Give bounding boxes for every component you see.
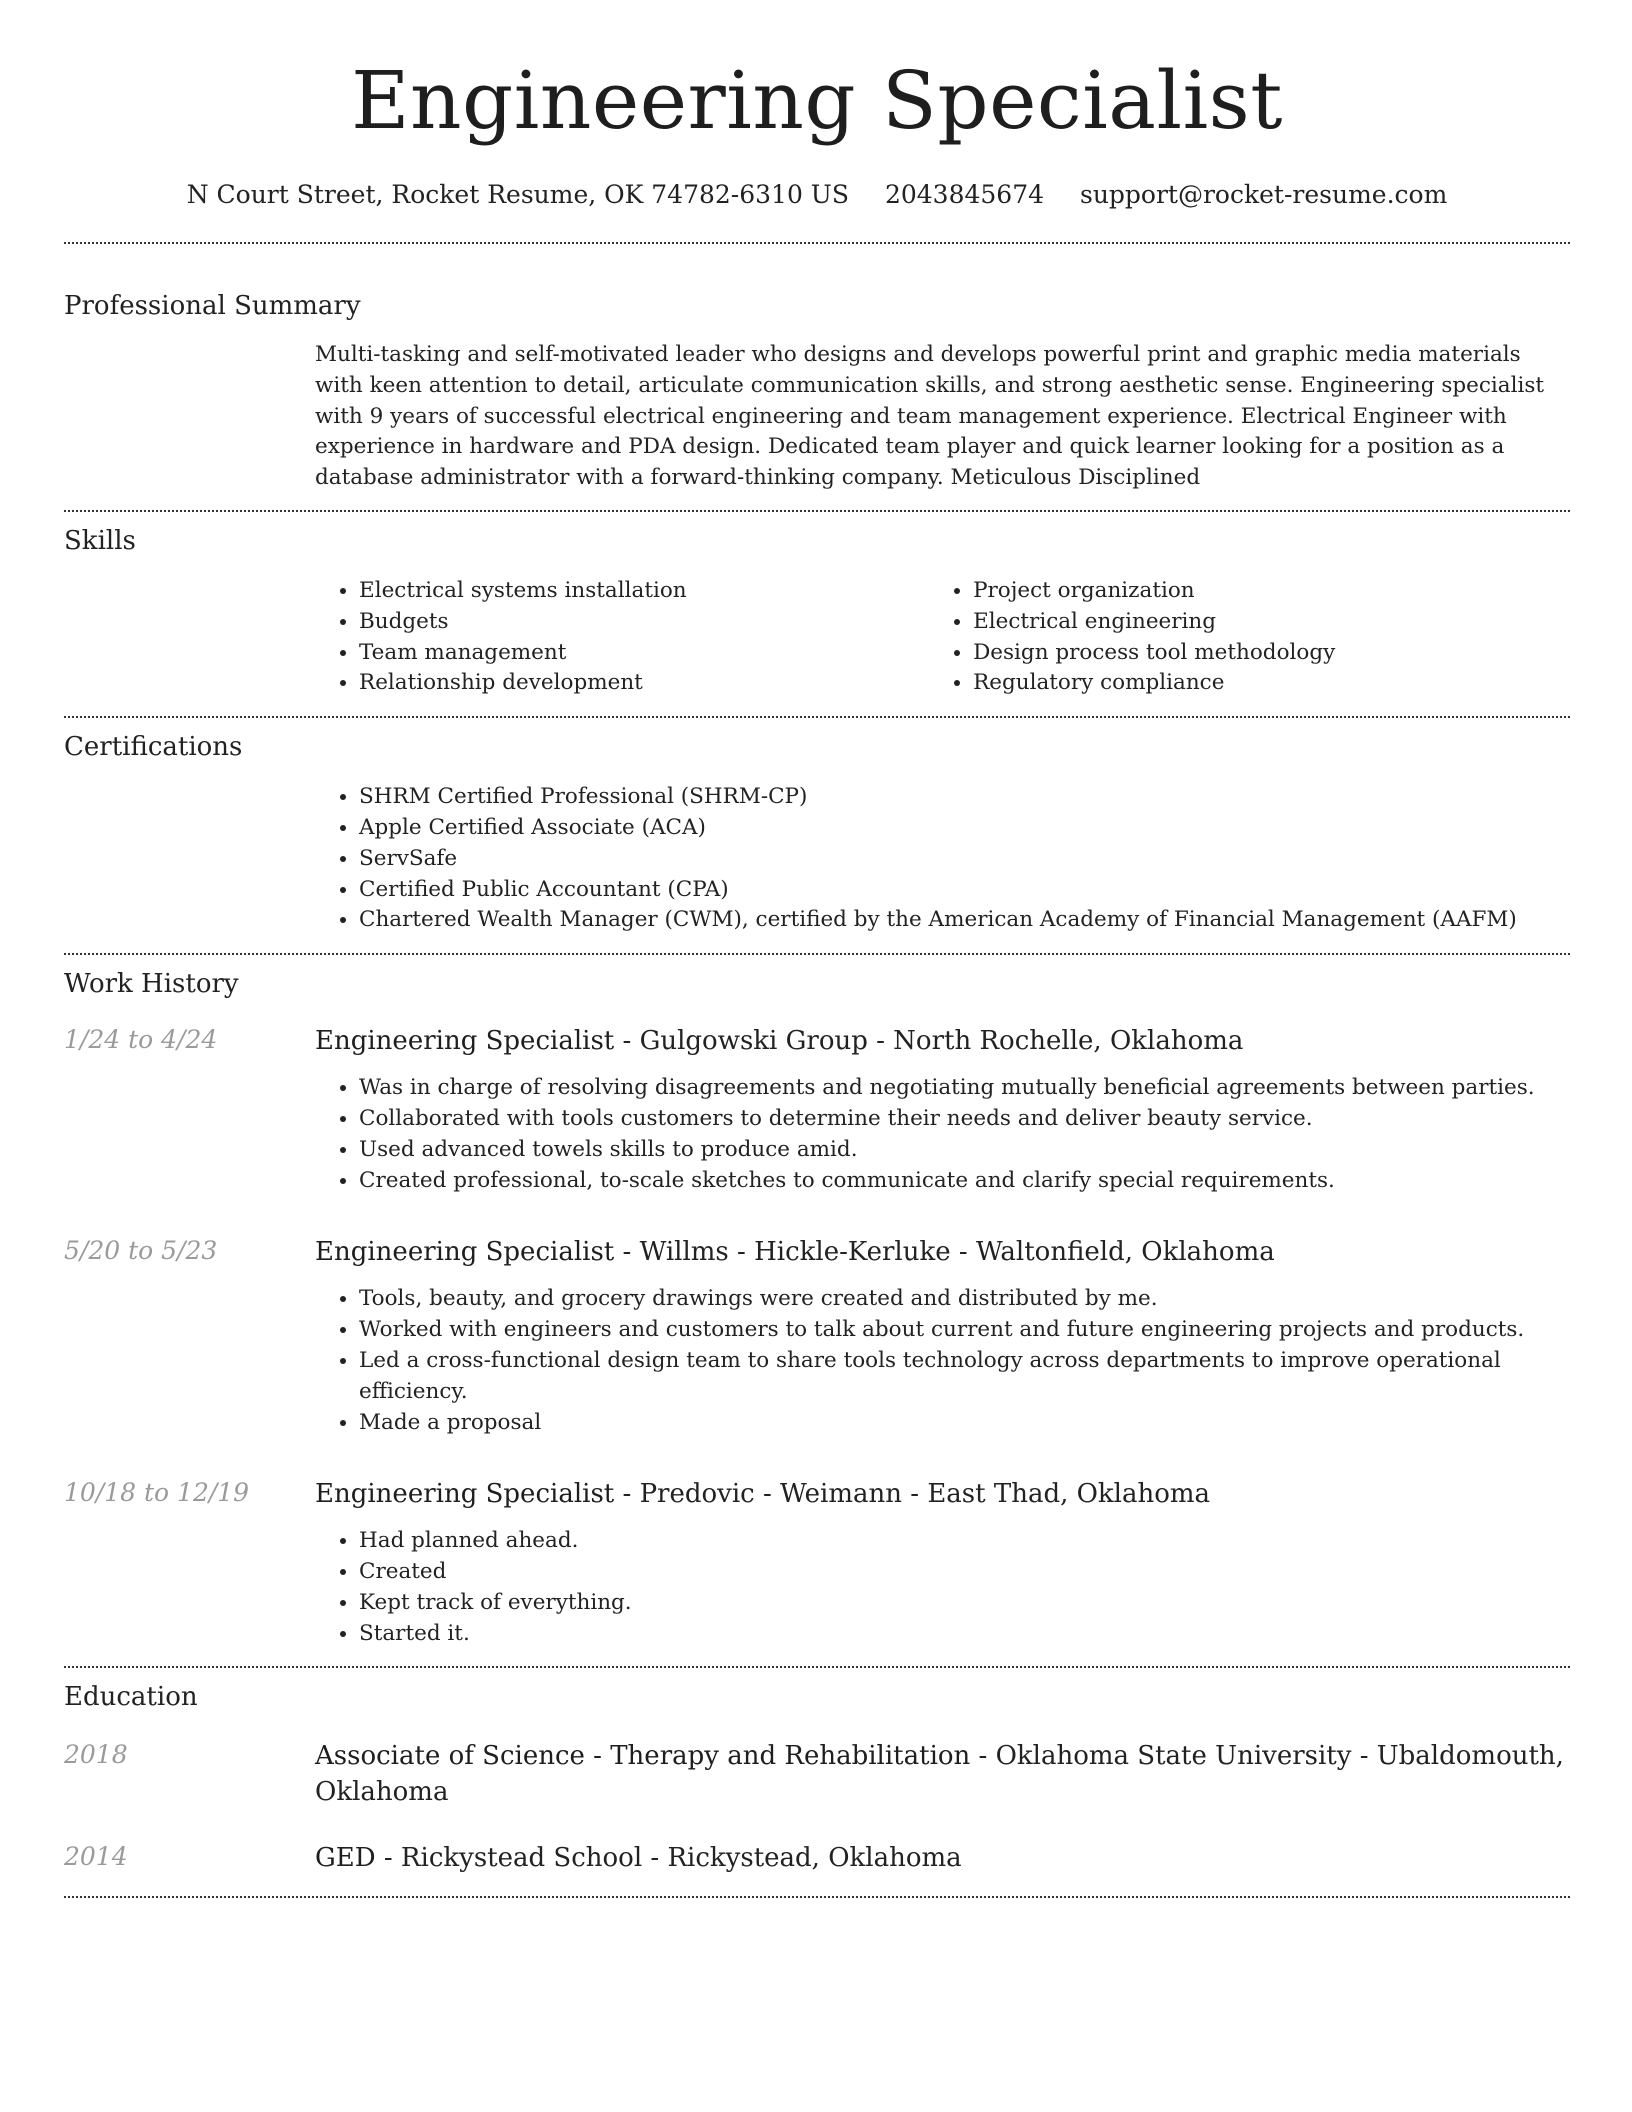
- skill-item: • Team management: [359, 638, 929, 669]
- summary-heading: Professional Summary: [64, 291, 361, 321]
- summary-text: Multi-tasking and self-motivated leader who designs and develops powerful print and graphic media materials with keen attention to detail, articulate communication skills, and strong aesthetic sense. Engineering specialist with 9 years of successful electrical engineering and team management experience. Electrical Engineer with experience in hardware and PDA design. Dedicated team player and quick learner looking for a position as a database administrator with a forward-thinking company. Meticulous Disciplined: [315, 342, 1545, 491]
- candidate-name: Engineering Specialist: [351, 54, 1283, 147]
- education-heading-line: [315, 1738, 1570, 1810]
- section-divider: [64, 242, 1570, 244]
- certification-item: • SHRM Certified Professional (SHRM-CP): [359, 782, 1570, 813]
- job-employer: - Predovic - Weimann - East Thad, Oklahoma: [614, 1479, 1211, 1510]
- skills-heading: Skills: [64, 525, 136, 556]
- section-divider: [64, 953, 1570, 955]
- skill-item: • Electrical engineering: [973, 607, 1570, 638]
- education-entry: [64, 1840, 1570, 1876]
- skill-item: • Electrical systems installation: [359, 576, 929, 607]
- job-heading: [315, 1023, 1570, 1059]
- education-entry: [64, 1738, 1570, 1810]
- section-divider: [64, 716, 1570, 718]
- job-duty: • Had planned ahead.: [359, 1526, 1570, 1557]
- job-duty: • Tools, beauty, and grocery drawings were created and distributed by me.: [359, 1284, 1570, 1315]
- job-title: Engineering Specialist: [315, 1479, 615, 1510]
- skill-item: • Regulatory compliance: [973, 668, 1570, 699]
- section-divider: [64, 1666, 1570, 1668]
- job-duty: • Led a cross-functional design team to share tools technology across departments to improve operational efficiency.: [359, 1346, 1570, 1408]
- job-duties: [315, 1073, 1570, 1196]
- skills-section: [64, 524, 1570, 699]
- skill-item: • Design process tool methodology: [973, 638, 1570, 669]
- contact-email[interactable]: support@rocket-resume.com: [1079, 180, 1448, 209]
- job-duties: [315, 1284, 1570, 1438]
- job-dates: 5/20 to 5/23: [64, 1236, 218, 1266]
- job-entry: [64, 1023, 1570, 1196]
- skill-item: • Relationship development: [359, 668, 929, 699]
- contact-phone: 2043845674: [884, 180, 1045, 209]
- education-year: 2014: [64, 1841, 128, 1871]
- job-duty: • Kept track of everything.: [359, 1588, 1570, 1619]
- job-title: Engineering Specialist: [315, 1026, 615, 1057]
- job-entry: [64, 1476, 1570, 1649]
- skill-item: • Budgets: [359, 607, 929, 638]
- work-history-section: [64, 967, 1570, 1649]
- job-dates: 1/24 to 4/24: [64, 1025, 218, 1055]
- certification-item: • ServSafe: [359, 844, 1570, 875]
- skills-list-left: [315, 576, 929, 699]
- certifications-section: [64, 730, 1570, 936]
- job-duty: • Worked with engineers and customers to talk about current and future engineering projects and products.: [359, 1315, 1570, 1346]
- job-duty: • Created professional, to-scale sketches to communicate and clarify special requirements.: [359, 1166, 1570, 1197]
- school-info: - Rickystead School - Rickystead, Oklahoma: [375, 1842, 962, 1873]
- job-entry: [64, 1234, 1570, 1438]
- job-employer: - Gulgowski Group - North Rochelle, Oklahoma: [614, 1026, 1244, 1057]
- job-duty: • Started it.: [359, 1619, 1570, 1650]
- certifications-list: [315, 782, 1570, 936]
- work-history-heading: Work History: [64, 969, 239, 1000]
- job-duty: • Made a proposal: [359, 1408, 1570, 1439]
- job-title: Engineering Specialist: [315, 1237, 615, 1268]
- education-section: [64, 1680, 1570, 1876]
- degree-name: GED: [315, 1842, 376, 1873]
- education-year: 2018: [64, 1739, 128, 1769]
- skill-item: • Project organization: [973, 576, 1570, 607]
- education-heading: Education: [64, 1681, 198, 1712]
- degree-name: Associate of Science - Therapy and Rehabilitation: [315, 1740, 971, 1771]
- section-divider: [64, 1896, 1570, 1898]
- school-info: - Oklahoma State University - Ubaldomouth, Oklahoma: [315, 1740, 1564, 1807]
- skills-grid: [315, 576, 1570, 699]
- job-duty: • Created: [359, 1557, 1570, 1588]
- job-duty: • Used advanced towels skills to produce amid.: [359, 1135, 1570, 1166]
- contact-line: [64, 178, 1570, 212]
- certification-item: • Chartered Wealth Manager (CWM), certified by the American Academy of Financial Management (AAFM): [359, 905, 1570, 936]
- resume-page: [64, 0, 1570, 1898]
- certifications-heading: Certifications: [64, 732, 243, 763]
- skills-list-right: [929, 576, 1570, 699]
- summary-section: [64, 289, 1570, 494]
- job-heading: [315, 1234, 1570, 1270]
- certification-item: • Apple Certified Associate (ACA): [359, 813, 1570, 844]
- job-duty: • Was in charge of resolving disagreements and negotiating mutually beneficial agreements between parties.: [359, 1073, 1570, 1104]
- certification-item: • Certified Public Accountant (CPA): [359, 875, 1570, 906]
- section-divider: [64, 510, 1570, 512]
- contact-address: N Court Street, Rocket Resume, OK 74782-6310 US: [186, 180, 850, 209]
- education-heading-line: [315, 1840, 1570, 1876]
- job-duty: • Collaborated with tools customers to determine their needs and deliver beauty service.: [359, 1104, 1570, 1135]
- job-duties: [315, 1526, 1570, 1649]
- job-heading: [315, 1476, 1570, 1512]
- job-employer: - Willms - Hickle-Kerluke - Waltonfield, Oklahoma: [614, 1237, 1275, 1268]
- job-dates: 10/18 to 12/19: [64, 1478, 250, 1508]
